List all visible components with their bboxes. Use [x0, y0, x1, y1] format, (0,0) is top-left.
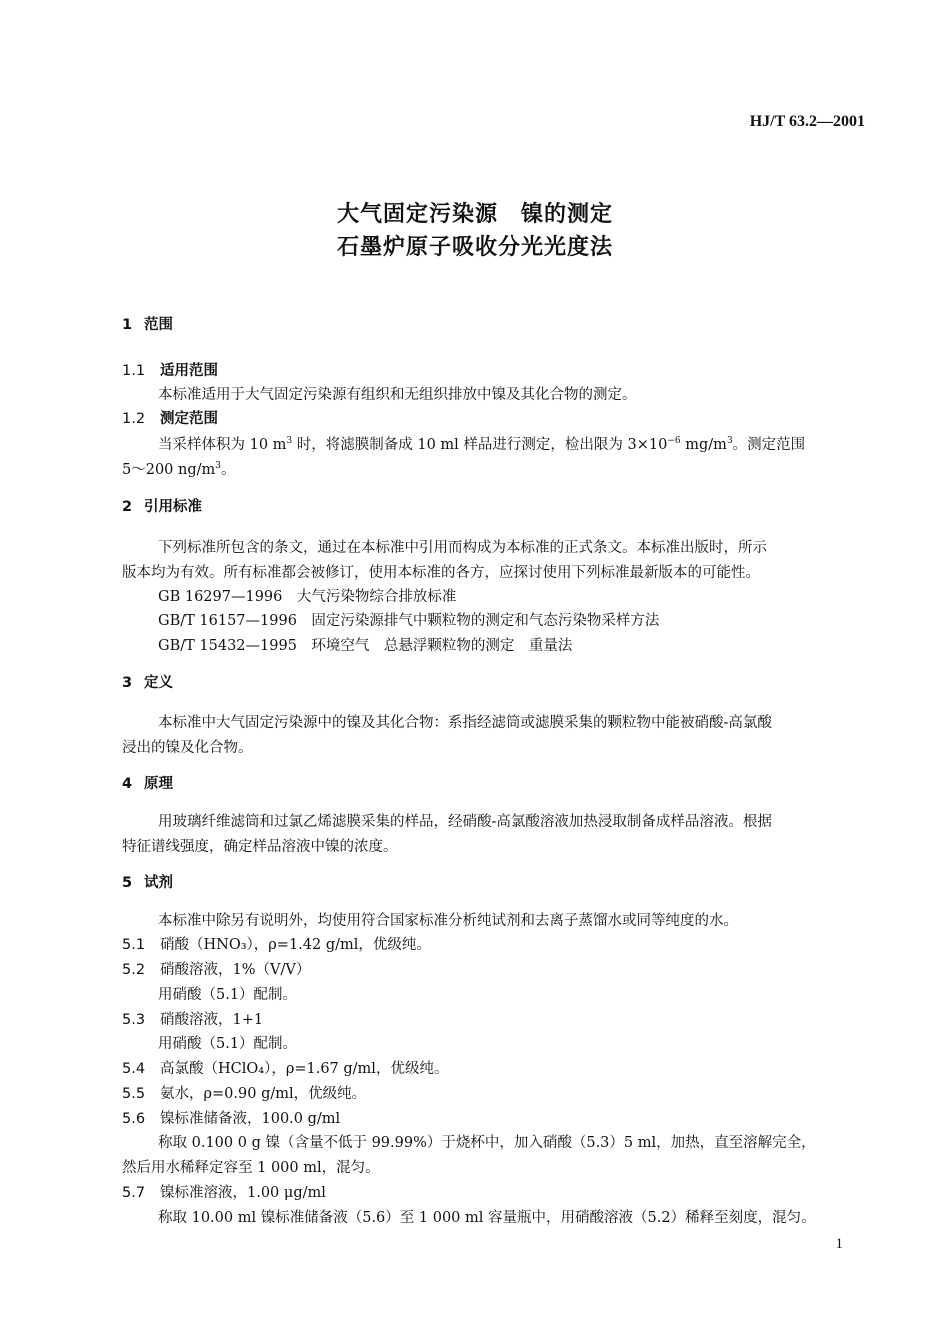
section-number: 1: [122, 317, 133, 333]
item-number: 5.2: [122, 962, 146, 978]
section-4-line1: 用玻璃纤维滤筒和过氯乙烯滤膜采集的样品，经硝酸-高氯酸溶液加热浸取制备成样品溶液。根据: [158, 814, 772, 830]
superscript: −6: [667, 436, 681, 447]
section-1-2-text-line2: [122, 460, 236, 480]
item-5-4: [122, 1059, 448, 1079]
item-5-7: [122, 1183, 326, 1203]
text-run: 当采样体积为 10 m: [158, 437, 287, 453]
section-2-para-line1: 下列标准所包含的条文，通过在本标准中引用而构成为本标准的正式条文。本标准出版时，所示: [158, 540, 767, 556]
section-number: 2: [122, 499, 133, 515]
item-text: 氨水，ρ=0.90 g/ml，优级纯。: [160, 1086, 367, 1102]
item-number: 5.7: [122, 1185, 146, 1201]
page-number: 1: [835, 1236, 843, 1252]
section-title: 试剂: [144, 875, 173, 891]
section-title: 适用范围: [160, 363, 218, 379]
section-number: 1.2: [122, 411, 146, 427]
item-number: 5.6: [122, 1111, 146, 1127]
item-number: 5.1: [122, 937, 146, 953]
section-number: 5: [122, 875, 133, 891]
section-3-heading: [122, 673, 173, 693]
item-5-2: [122, 960, 310, 980]
document-title-line2: 石墨炉原子吸收分光光度法: [336, 235, 613, 260]
section-title: 原理: [144, 776, 173, 792]
section-3-line2: 浸出的镍及化合物。: [122, 740, 253, 756]
item-text: 高氯酸（HClO₄），ρ=1.67 g/ml，优级纯。: [160, 1061, 449, 1077]
item-text: 镍标准储备液，100.0 g/ml: [160, 1111, 341, 1127]
reference-item: GB/T 16157—1996 固定污染源排气中颗粒物的测定和气态污染物采样方法: [158, 613, 660, 629]
section-1-1-heading: [122, 361, 218, 381]
item-text: 镍标准溶液，1.00 μg/ml: [160, 1185, 326, 1201]
section-title: 测定范围: [160, 411, 218, 427]
item-5-1: [122, 935, 431, 955]
item-number: 5.4: [122, 1061, 146, 1077]
superscript: 3: [215, 461, 222, 472]
item-5-2-sub: 用硝酸（5.1）配制。: [158, 987, 298, 1003]
superscript: 3: [286, 436, 293, 447]
item-5-6-line1: 称取 0.100 0 g 镍（含量不低于 99.99%）于烧杯中，加入硝酸（5.3）5 ml，加热，直至溶解完全，: [158, 1135, 816, 1151]
section-title: 定义: [144, 675, 173, 691]
item-number: 5.3: [122, 1012, 146, 1028]
section-title: 范围: [144, 317, 173, 333]
reference-item: GB 16297—1996 大气污染物综合排放标准: [158, 589, 457, 605]
item-5-7-line1: 称取 10.00 ml 镍标准储备液（5.6）至 1 000 ml 容量瓶中，用硝酸溶液（5.2）稀释至刻度，混匀。: [158, 1210, 816, 1226]
text-run: mg/m: [680, 437, 727, 453]
item-text: 硝酸溶液，1%（V/V）: [160, 962, 311, 978]
text-run: 时，将滤膜制备成 10 ml 样品进行测定，检出限为 3×10: [292, 437, 668, 453]
item-5-5: [122, 1084, 366, 1104]
section-number: 3: [122, 675, 133, 691]
section-title: 引用标准: [144, 499, 202, 515]
section-5-heading: [122, 873, 173, 893]
text-run: 。测定范围: [732, 437, 806, 453]
item-text: 硝酸（HNO₃），ρ=1.42 g/ml，优级纯。: [160, 937, 431, 953]
section-1-2-text-line1: [158, 435, 805, 455]
document-title-line1: 大气固定污染源 镍的测定: [336, 202, 613, 227]
standard-number: HJ/T 63.2—2001: [749, 113, 865, 130]
section-4-line2: 特征谱线强度，确定样品溶液中镍的浓度。: [122, 839, 398, 855]
section-1-1-text: 本标准适用于大气固定污染源有组织和无组织排放中镍及其化合物的测定。: [158, 387, 637, 403]
section-5-intro: 本标准中除另有说明外，均使用符合国家标准分析纯试剂和去离子蒸馏水或同等纯度的水。: [158, 913, 738, 929]
text-run: 5～200 ng/m: [122, 462, 216, 478]
section-4-heading: [122, 774, 173, 794]
section-1-2-heading: [122, 409, 218, 429]
section-2-para-line2: 版本均为有效。所有标准都会被修订，使用本标准的各方，应探讨使用下列标准最新版本的可能性。: [122, 565, 760, 581]
item-5-3: [122, 1010, 263, 1030]
section-2-heading: [122, 497, 202, 517]
item-5-6: [122, 1109, 340, 1129]
item-text: 硝酸溶液，1+1: [160, 1012, 264, 1028]
section-3-line1: 本标准中大气固定污染源中的镍及其化合物：系指经滤筒或滤膜采集的颗粒物中能被硝酸-高氯酸: [158, 715, 772, 731]
section-1-heading: [122, 315, 173, 335]
superscript: 3: [726, 436, 733, 447]
reference-item: GB/T 15432—1995 环境空气 总悬浮颗粒物的测定 重量法: [158, 638, 573, 654]
item-number: 5.5: [122, 1086, 146, 1102]
item-5-6-line2: 然后用水稀释定容至 1 000 ml，混匀。: [122, 1160, 380, 1176]
section-number: 4: [122, 776, 133, 792]
item-5-3-sub: 用硝酸（5.1）配制。: [158, 1036, 298, 1052]
section-number: 1.1: [122, 363, 146, 379]
text-run: 。: [221, 462, 236, 478]
